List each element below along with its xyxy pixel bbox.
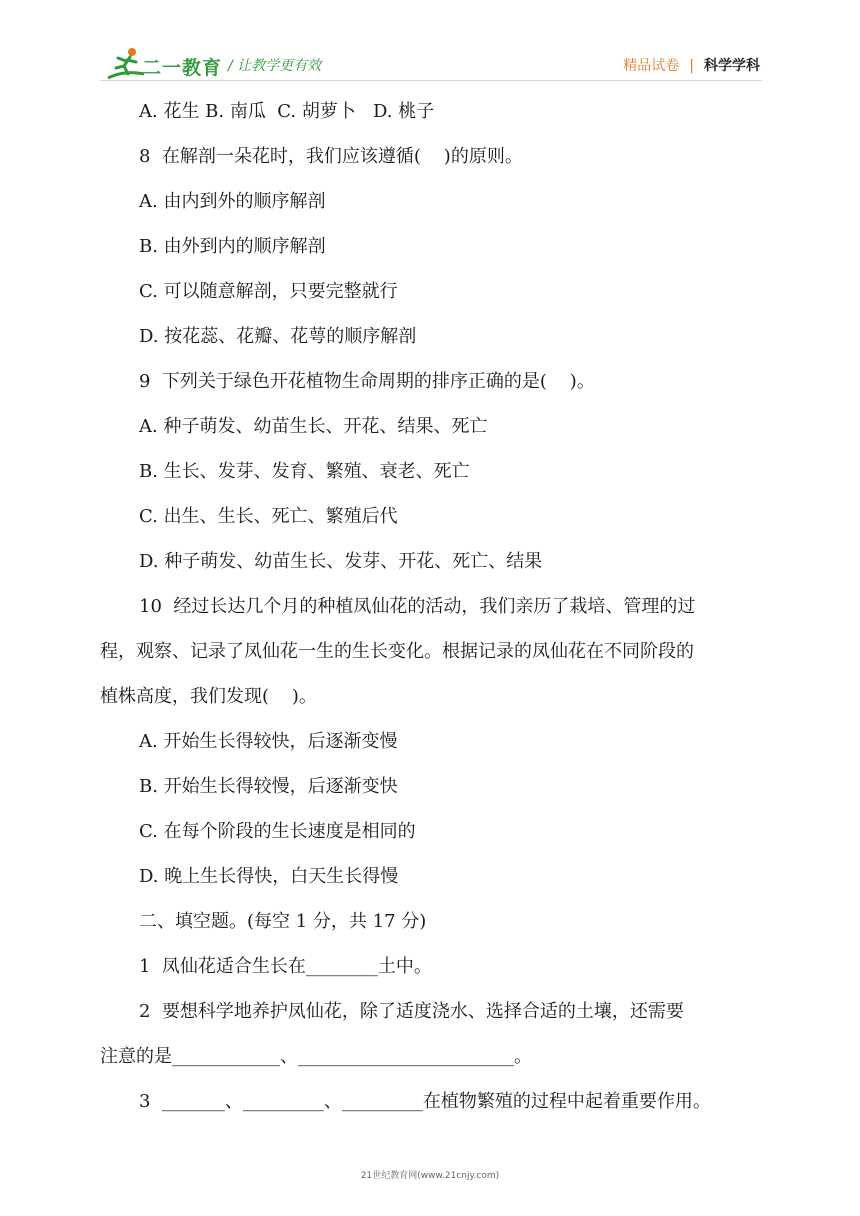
q10-option-a: A. 开始生长得较快，后逐渐变慢 bbox=[139, 731, 398, 752]
fill-q2-line1: 2 要想科学地养护凤仙花，除了适度浇水、选择合适的土壤，还需要 bbox=[139, 1001, 684, 1022]
q9-option-d: D. 种子萌发、幼苗生长、发芽、开花、死亡、结果 bbox=[139, 551, 543, 572]
q9-option-c: C. 出生、生长、死亡、繁殖后代 bbox=[139, 506, 398, 527]
q8-option-d: D. 按花蕊、花瓣、花萼的顺序解剖 bbox=[139, 326, 417, 347]
fill-q2-line2: 注意的是____________、________________________。 bbox=[100, 1046, 532, 1067]
page-footer: 21世纪教育网(www.21cnjy.com) bbox=[360, 1171, 500, 1181]
q10-option-b: B. 开始生长得较慢，后逐渐变快 bbox=[139, 776, 398, 797]
q9-option-b: B. 生长、发芽、发育、繁殖、衰老、死亡 bbox=[139, 461, 470, 482]
header-divider bbox=[100, 80, 762, 81]
q10-option-d: D. 晚上生长得快，白天生长得慢 bbox=[139, 866, 399, 887]
q10-stem-line2: 程，观察、记录了凤仙花一生的生长变化。根据记录的凤仙花在不同阶段的 bbox=[100, 641, 694, 662]
header-right bbox=[623, 55, 760, 75]
brand-name: 二一教育 bbox=[142, 57, 223, 79]
q8-stem: 8 在解剖一朵花时，我们应该遵循( )的原则。 bbox=[139, 146, 523, 167]
q8-option-c: C. 可以随意解剖，只要完整就行 bbox=[139, 281, 398, 302]
page-header bbox=[0, 0, 860, 92]
q8-option-a: A. 由内到外的顺序解剖 bbox=[139, 191, 326, 212]
subject-label: 科学学科 bbox=[704, 58, 760, 74]
q9-stem: 9 下列关于绿色开花植物生命周期的排序正确的是( )。 bbox=[139, 371, 595, 392]
brand-slogan: / 让教学更有效 bbox=[228, 58, 322, 74]
q10-stem-line3: 植株高度，我们发现( )。 bbox=[100, 686, 317, 707]
q7-options: A. 花生 B. 南瓜 C. 胡萝卜 D. 桃子 bbox=[139, 101, 435, 122]
q8-option-b: B. 由外到内的顺序解剖 bbox=[139, 236, 326, 257]
header-separator: | bbox=[689, 58, 694, 74]
q10-option-c: C. 在每个阶段的生长速度是相同的 bbox=[139, 821, 416, 842]
fill-q3: 3 _______、_________、_________在植物繁殖的过程中起着重要作用。 bbox=[139, 1091, 711, 1112]
q10-stem-line1: 10 经过长达几个月的种植凤仙花的活动，我们亲历了栽培、管理的过 bbox=[139, 596, 696, 617]
quality-label: 精品试卷 bbox=[623, 58, 680, 74]
fill-q1: 1 凤仙花适合生长在________土中。 bbox=[139, 956, 432, 977]
section-heading-fill-in: 二、填空题。(每空 1 分，共 17 分) bbox=[139, 911, 427, 932]
q9-option-a: A. 种子萌发、幼苗生长、开花、结果、死亡 bbox=[139, 416, 488, 437]
